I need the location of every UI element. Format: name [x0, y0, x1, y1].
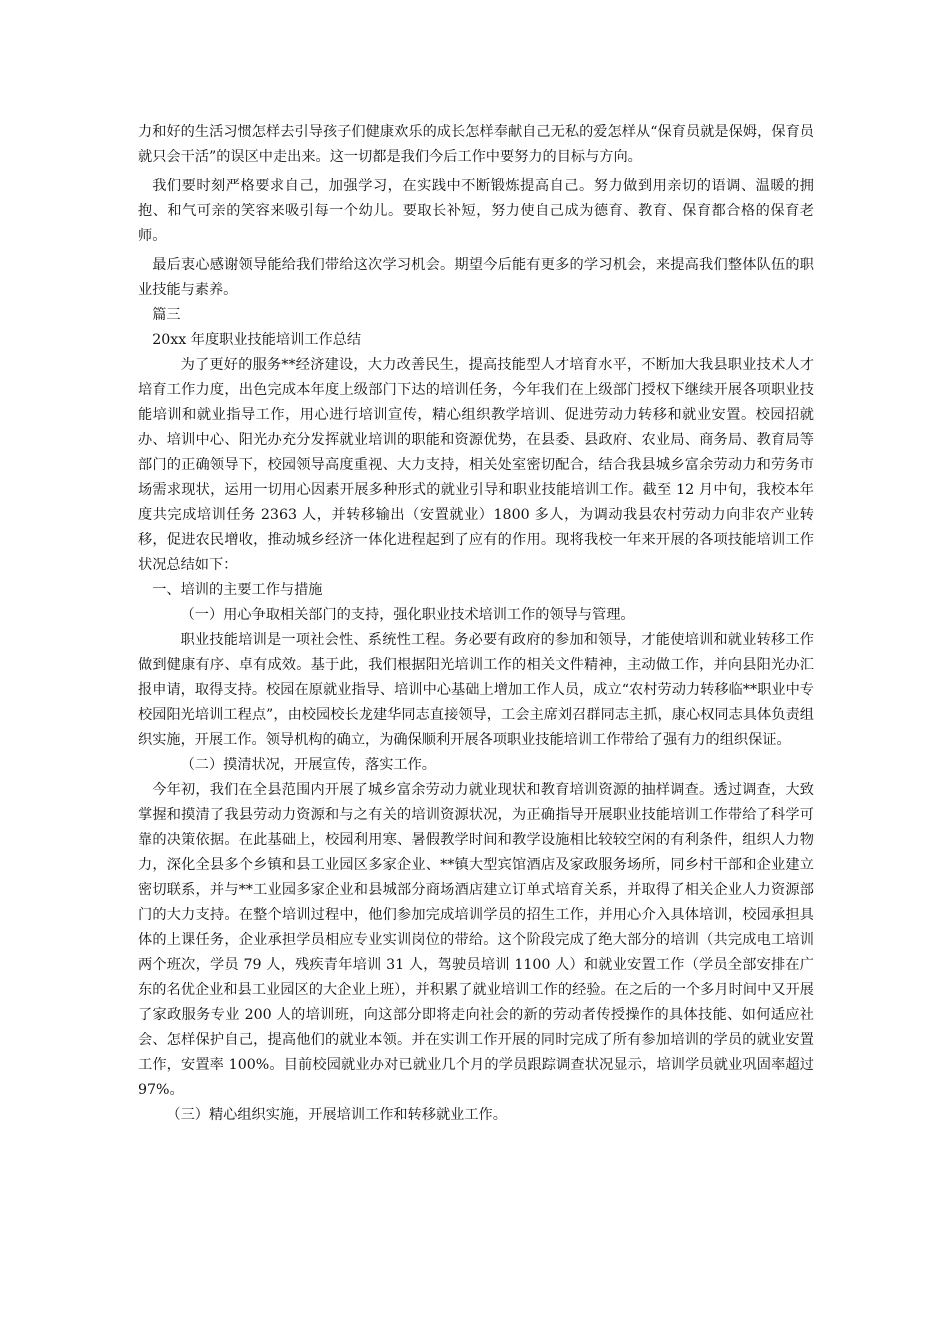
heading-sub-2: （二）摸清状况，开展宣传，落实工作。 [180, 757, 436, 773]
section-label: 篇三 [152, 307, 181, 323]
paragraph-thanks: 最后衷心感谢领导能给我们带给这次学习机会。期望今后能有更多的学习机会，来提高我们整体队伍的职业技能与素养。 [138, 257, 814, 298]
document-page [138, 120, 814, 1128]
paragraph-sub-1: 职业技能培训是一项社会性、系统性工程。务必要有政府的参加和领导，才能使培训和就业转移工作做到健康有序、卓有成效。基于此，我们根据阳光培训工作的相关文件精神，主动做工作，并向县阳光办汇报申请，取得支持。校园在原就业指导、培训中心基础上增加工作人员，成立“农村劳动力转移临**职业中专校园阳光培训工程点”，由校园校长龙建华同志直接领导，工会主席刘召群同志主抓，康心权同志具体负责组织实施，开展工作。领导机构的确立，为确保顺利开展各项职业技能培训工作带给了强有力的组织保证。 [138, 632, 814, 748]
document-title: 20xx 年度职业技能培训工作总结 [152, 332, 362, 348]
paragraph-continuation: 力和好的生活习惯怎样去引导孩子们健康欢乐的成长怎样奉献自己无私的爱怎样从“保育员就是保姆，保育员就只会干活”的误区中走出来。这一切都是我们今后工作中要努力的目标与方向。 [138, 124, 814, 165]
paragraph-intro: 为了更好的服务**经济建设，大力改善民生，提高技能型人才培育水平，不断加大我县职业技术人才培育工作力度，出色完成本年度上级部门下达的培训任务，今年我们在上级部门授权下继续开展各项职业技能培训和就业指导工作，用心进行培训宣传，精心组织教学培训、促进劳动力转移和就业安置。校园招就办、培训中心、阳光办充分发挥就业培训的职能和资源优势，在县委、县政府、农业局、商务局、教育局等部门的正确领导下，校园领导高度重视、大力支持，相关处室密切配合，结合我县城乡富余劳动力和劳务市场需求现状，运用一切用心因素开展多种形式的就业引导和职业技能培训工作。截至 12 月中旬，我校本年度共完成培训任务 2363 人，并转移输出（安置就业）1800 多人，为调动我县农村劳动力向非农产业转移，促进农民增收，推动城乡经济一体化进程起到了应有的作用。现将我校一年来开展的各项技能培训工作状况总结如下： [138, 357, 814, 573]
paragraph-self-requirement: 我们要时刻严格要求自己，加强学习，在实践中不断锻炼提高自己。努力做到用亲切的语调、温暖的拥抱、和气可亲的笑容来吸引每一个幼儿。要取长补短，努力使自己成为德育、教育、保育都合格的保育老师。 [138, 178, 814, 244]
heading-sub-1: （一）用心争取相关部门的支持，强化职业技术培训工作的领导与管理。 [180, 607, 635, 623]
heading-sub-3: （三）精心组织实施，开展培训工作和转移就业工作。 [166, 1107, 507, 1123]
paragraph-sub-2: 今年初，我们在全县范围内开展了城乡富余劳动力就业现状和教育培训资源的抽样调查。透过调查，大致掌握和摸清了我县劳动力资源和与之有关的培训资源状况，为正确指导开展职业技能培训工作带给了科学可靠的决策依据。在此基础上，校园利用寒、暑假教学时间和教学设施相比较较空闲的有利条件，组织人力物力，深化全县多个乡镇和县工业园区多家企业、**镇大型宾馆酒店及家政服务场所，同乡村干部和企业建立密切联系，并与**工业园多家企业和县城部分商场酒店建立订单式培育关系，并取得了相关企业人力资源部门的大力支持。在整个培训过程中，他们参加完成培训学员的招生工作，并用心介入具体培训，校园承担具体的上课任务，企业承担学员相应专业实训岗位的带给。这个阶段完成了绝大部分的培训（共完成电工培训两个班次，学员 79 人，残疾青年培训 31 人，驾驶员培训 1100 人）和就业安置工作（学员全部安排在广东的名优企业和县工业园区的大企业上班），并积累了就业培训工作的经验。在之后的一个多月时间中又开展了家政服务专业 200 人的培训班，向这部分即将走向社会的新的劳动者传授操作的具体技能、如何适应社会、怎样保护自己，提高他们的就业本领。并在实训工作开展的同时完成了所有参加培训的学员的就业安置工作，安置率 100%。目前校园就业办对已就业几个月的学员跟踪调查状况显示，培训学员就业巩固率超过 97%。 [138, 782, 814, 1098]
heading-main-work: 一、培训的主要工作与措施 [152, 582, 323, 598]
